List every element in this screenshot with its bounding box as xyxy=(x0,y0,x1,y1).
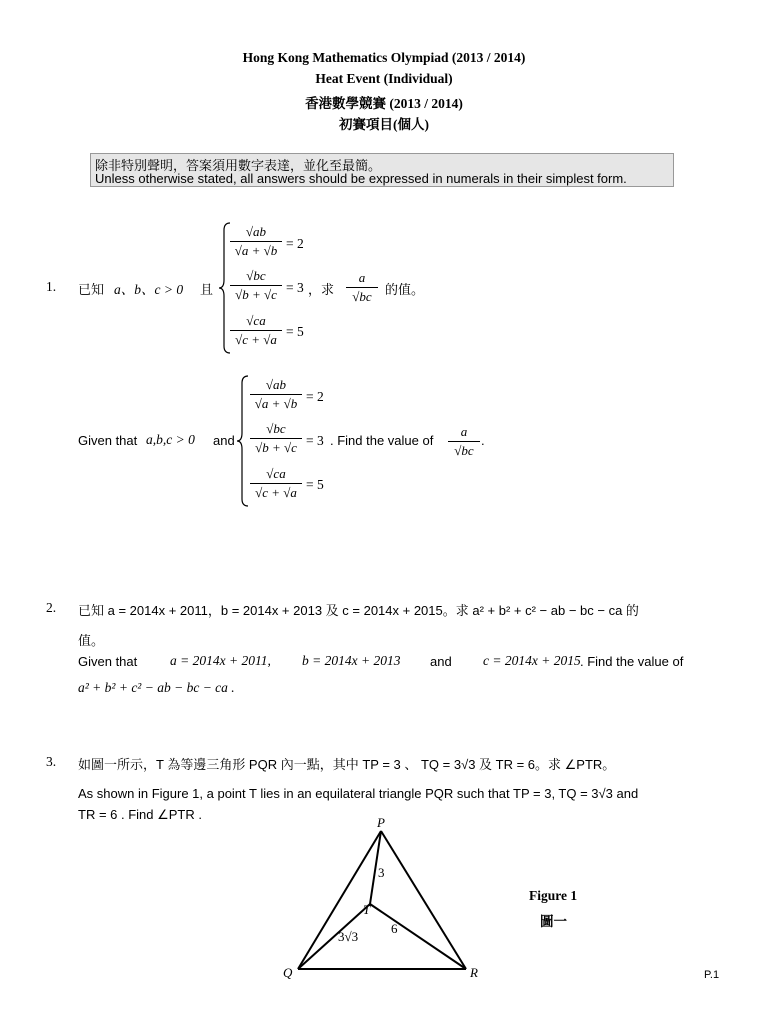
label-Q: Q xyxy=(283,965,293,980)
edge-PQ xyxy=(298,831,381,969)
q3-en-line2: TR = 6 . Find ∠PTR . xyxy=(78,807,202,822)
instructions-zh: 除非特別聲明，答案須用數字表達，並化至最簡。 xyxy=(95,158,382,173)
q1-zh-eq1-rhs: = 2 xyxy=(286,236,304,251)
q1-zh-find: ，求 xyxy=(308,282,335,297)
instructions-box xyxy=(90,153,674,187)
figure-caption-zh: 圖一 xyxy=(540,914,567,929)
q1-zh-eq1-num: √ab xyxy=(245,224,267,239)
q1-en-target-num: a xyxy=(460,424,468,439)
q1-en-eq3-frac xyxy=(250,466,302,501)
q1-en-brace xyxy=(236,375,250,507)
q1-en-eq2-rhs: = 3 xyxy=(306,433,324,448)
q2-en-expr: a² + b² + c² − ab − bc − ca . xyxy=(78,680,235,695)
edge-PR xyxy=(381,831,466,969)
q2-en-given: Given that xyxy=(78,654,138,669)
q3-zh-line: 如圖一所示，T 為等邊三角形 PQR 內一點，其中 TP = 3 、 TQ = 3√3 及 TR = 6。求 ∠PTR。 xyxy=(78,757,616,772)
length-TQ: 3√3 xyxy=(338,929,359,944)
q1-zh-eq1-den: √a + √b xyxy=(234,243,278,258)
q3-en-line1: As shown in Figure 1, a point T lies in an equilateral triangle PQR such that TP = 3, TQ = 3√3 and xyxy=(78,786,639,801)
q1-zh-target-num: a xyxy=(358,270,366,285)
q1-en-eq1-rhs: = 2 xyxy=(306,389,324,404)
subtitle-en: Heat Event (Individual) xyxy=(315,71,453,86)
label-P: P xyxy=(377,815,385,830)
q1-zh-eq3-den: √c + √a xyxy=(235,332,277,347)
q1-en-eq3-den: √c + √a xyxy=(255,485,297,500)
q1-en-given: Given that xyxy=(78,433,138,448)
q1-zh-target-frac xyxy=(346,270,378,305)
q2-en-c: c = 2014x + 2015 xyxy=(483,653,581,668)
length-TP: 3 xyxy=(378,865,385,880)
q3-number: 3. xyxy=(46,754,57,769)
q1-en-eq3-rhs: = 5 xyxy=(306,477,324,492)
q1-en-eq1-frac xyxy=(250,377,302,412)
q2-number: 2. xyxy=(46,600,57,615)
q1-en-eq1-num: √ab xyxy=(265,377,287,392)
q2-en-b: b = 2014x + 2013 xyxy=(302,653,401,668)
title-en: Hong Kong Mathematics Olympiad (2013 / 2014) xyxy=(242,50,526,65)
q1-zh-eq2-num: √bc xyxy=(246,268,266,283)
q1-en-target-frac xyxy=(448,424,480,459)
figure-caption-en: Figure 1 xyxy=(529,888,578,903)
q1-en-find: . Find the value of xyxy=(330,433,434,448)
q1-en-period: . xyxy=(481,433,485,448)
q1-zh-eq1-frac xyxy=(230,224,282,259)
segment-TR xyxy=(370,904,466,969)
label-T: T xyxy=(363,902,371,917)
q1-en-target-den: √bc xyxy=(454,443,474,458)
q1-zh-eq2-den: √b + √c xyxy=(235,287,277,302)
length-TR: 6 xyxy=(391,921,398,936)
q2-en-and: and xyxy=(430,654,452,669)
subtitle-zh: 初賽項目(個人) xyxy=(339,117,429,132)
q1-en-eq3-num: √ca xyxy=(266,466,286,481)
page-number: P.1 xyxy=(704,969,720,981)
segment-TQ xyxy=(298,904,370,969)
q1-zh-eq2-frac xyxy=(230,268,282,303)
instructions-en: Unless otherwise stated, all answers should be expressed in numerals in their simplest form. xyxy=(95,171,627,186)
q1-zh-eq3-num: √ca xyxy=(246,313,266,328)
q1-zh-eq3-rhs: = 5 xyxy=(286,324,304,339)
q2-zh-line2: 值。 xyxy=(78,633,105,648)
figure-1-diagram xyxy=(280,812,500,987)
q1-en-vars: a,b,c > 0 xyxy=(146,432,195,447)
q1-en-eq2-den: √b + √c xyxy=(255,440,297,455)
q1-en-eq2-frac xyxy=(250,421,302,456)
q1-zh-eq2-rhs: = 3 xyxy=(286,280,304,295)
q1-zh-target-den: √bc xyxy=(352,289,372,304)
q1-number: 1. xyxy=(46,279,57,294)
q1-zh-and: 且 xyxy=(200,282,214,297)
q1-en-eq1-den: √a + √b xyxy=(254,396,298,411)
q2-en-a: a = 2014x + 2011, xyxy=(170,653,271,668)
q1-zh-value: 的值。 xyxy=(385,282,425,297)
q1-zh-eq3-frac xyxy=(230,313,282,348)
q2-en-find: . Find the value of xyxy=(580,654,684,669)
q1-en-and: and xyxy=(213,433,235,448)
q1-zh-vars: a、b、c > 0 xyxy=(114,282,184,297)
q2-zh-line1: 已知 a = 2014x + 2011，b = 2014x + 2013 及 c = 2014x + 2015。求 a² + b² + c² − ab − bc − ca 的 xyxy=(78,603,639,618)
q1-zh-given: 已知 xyxy=(78,282,105,297)
label-R: R xyxy=(470,965,478,980)
q1-en-eq2-num: √bc xyxy=(266,421,286,436)
title-zh: 香港數學競賽 (2013 / 2014) xyxy=(305,96,463,111)
